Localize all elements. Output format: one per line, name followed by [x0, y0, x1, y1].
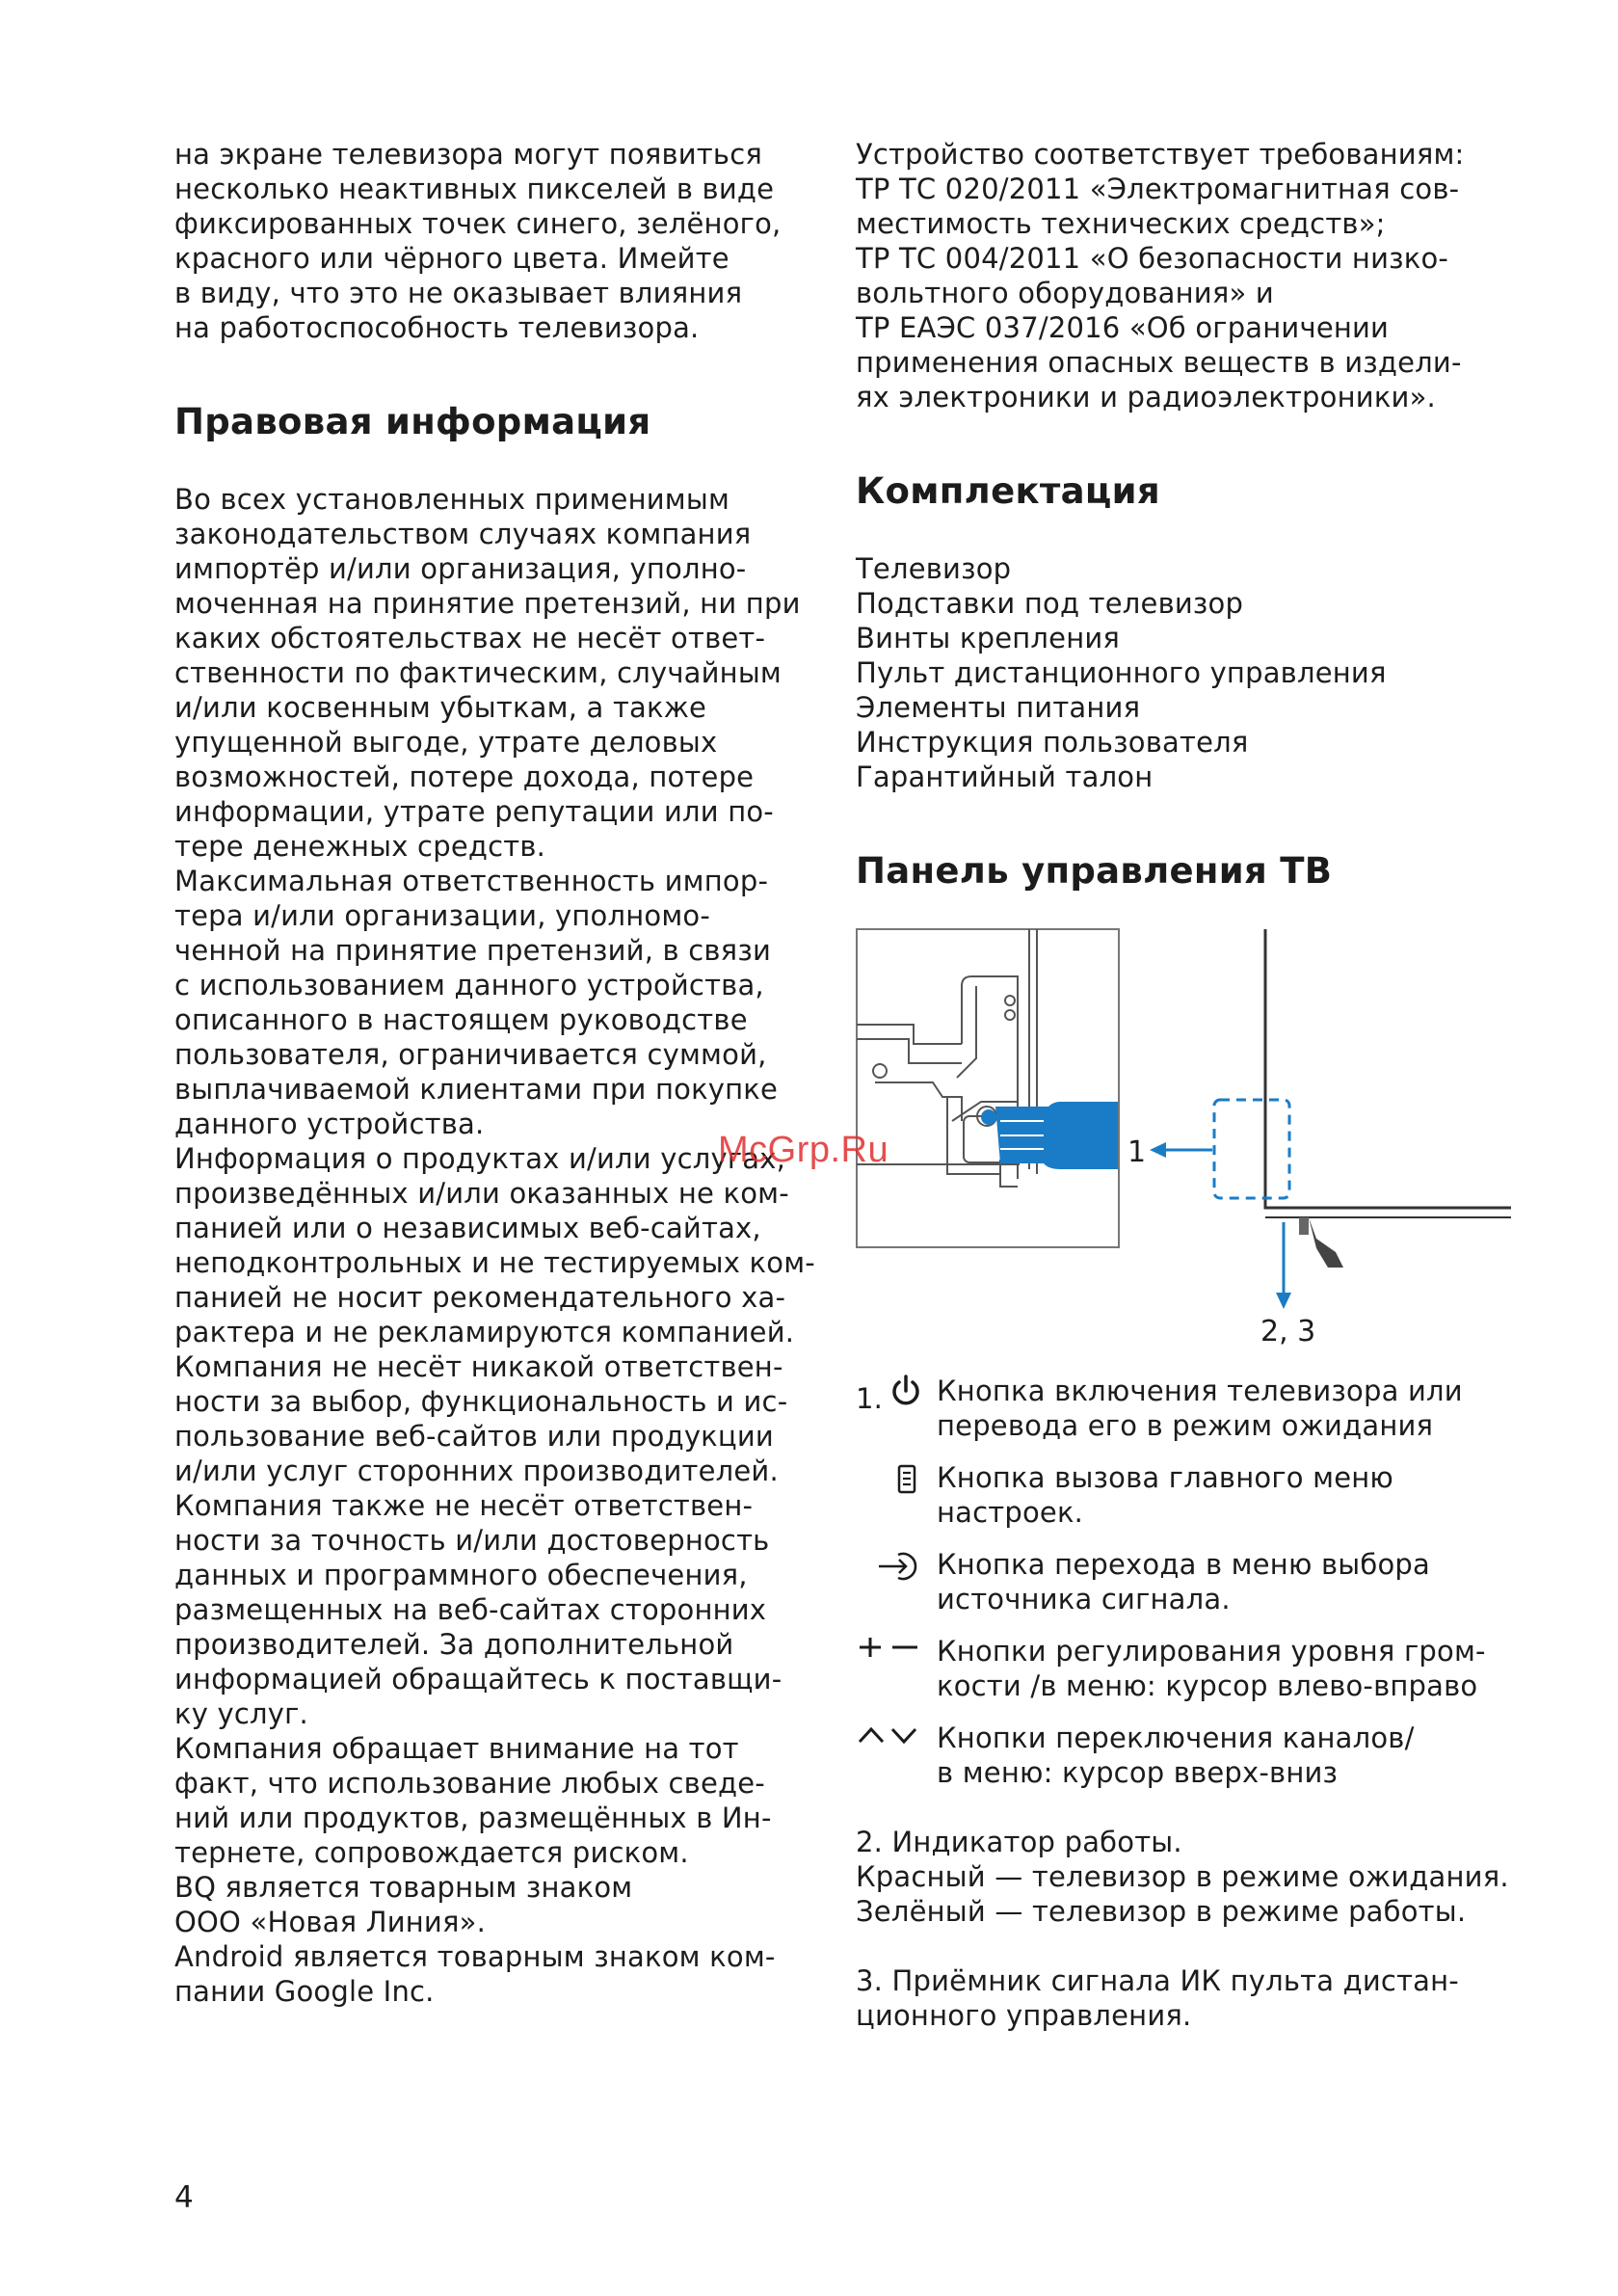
text-line: Устройство соответствует требованиям:	[856, 138, 1465, 171]
text-line: ности за выбор, функциональность и ис-	[174, 1385, 788, 1418]
text-line: ТР ТС 004/2011 «О безопасности низко-	[856, 242, 1449, 275]
text-line: BQ является товарным знаком	[174, 1871, 633, 1904]
left-column	[174, 137, 815, 2009]
text-line: Компания не несёт никакой ответствен-	[174, 1350, 783, 1383]
kit-list	[856, 551, 1530, 794]
text-line: с использованием данного устройства,	[174, 969, 764, 1001]
highlight-box	[1214, 1100, 1289, 1198]
text-line: размещенных на веб-сайтах сторонних	[174, 1593, 767, 1626]
text-line: Компания также не несёт ответствен-	[174, 1489, 754, 1522]
menu-icon	[896, 1464, 919, 1495]
tv-illustration	[856, 928, 1511, 1352]
text-line: описанного в настоящем руководстве	[174, 1003, 748, 1036]
text-line: несколько неактивных пикселей в виде	[174, 173, 775, 205]
kit-heading: Комплектация	[856, 470, 1160, 512]
text-line: 2. Индикатор работы.	[856, 1826, 1182, 1858]
text-line: на работоспособность телевизора.	[174, 311, 700, 344]
volume-buttons-item	[856, 1634, 1530, 1703]
ir-receiver-description	[856, 1963, 1530, 2033]
text-line: импортёр и/или организация, уполно-	[174, 552, 747, 585]
text-line: возможностей, потере дохода, потере	[174, 761, 755, 793]
text-line: 3. Приёмник сигнала ИК пульта дистан-	[856, 1964, 1459, 1997]
power-icon	[889, 1374, 923, 1408]
text-line: фиксированных точек синего, зелёного,	[174, 207, 782, 240]
text-line: источника сигнала.	[937, 1583, 1231, 1615]
text-line: пользователя, ограничивается суммой,	[174, 1038, 767, 1071]
compliance-paragraph	[856, 137, 1530, 414]
text-line: настроек.	[937, 1496, 1084, 1529]
intro-paragraph	[174, 137, 810, 345]
text-line: местимость технических средств»;	[856, 207, 1386, 240]
list-item: Подставки под телевизор	[856, 587, 1244, 620]
list-item: Пульт дистанционного управления	[856, 656, 1387, 689]
indicator-description	[856, 1825, 1530, 1929]
text-line: Кнопка включения телевизора или	[937, 1375, 1463, 1407]
text-line: ях электроники и радиоэлектроники».	[856, 381, 1436, 414]
text-line: пользование веб-сайтов или продукции	[174, 1420, 774, 1453]
text-line: моченная на принятие претензий, ни при	[174, 587, 801, 620]
list-item: Телевизор	[856, 552, 1012, 585]
text-line: в виду, что это не оказывает влияния	[174, 277, 743, 309]
item-number: 1.	[856, 1382, 884, 1415]
right-column	[856, 137, 1530, 893]
list-item: Инструкция пользователя	[856, 726, 1249, 759]
text-line: неподконтрольных и не тестируемых ком-	[174, 1246, 815, 1279]
source-button-item	[856, 1547, 1530, 1616]
text-line: панией не носит рекомендательного ха-	[174, 1281, 786, 1314]
text-line: в меню: курсор вверх-вниз	[937, 1756, 1339, 1789]
list-item: Элементы питания	[856, 691, 1141, 724]
plus-minus-icon	[858, 1638, 921, 1661]
menu-button-item	[856, 1460, 1530, 1530]
legal-heading: Правовая информация	[174, 401, 651, 442]
tv-stand	[1299, 1217, 1343, 1268]
text-line: вольтного оборудования» и	[856, 277, 1274, 309]
source-input-icon	[877, 1549, 923, 1584]
text-line: Компания обращает внимание на тот	[174, 1732, 739, 1765]
text-line: данных и программного обеспечения,	[174, 1559, 748, 1591]
text-line: информацией обращайтесь к поставщи-	[174, 1663, 782, 1695]
callout-23: 2, 3	[1260, 1315, 1316, 1348]
text-line: ственности по фактическим, случайным	[174, 656, 782, 689]
text-line: кости /в меню: курсор влево-вправо	[937, 1669, 1478, 1702]
text-line: каких обстоятельствах не несёт ответ-	[174, 622, 766, 654]
text-line: и/или услуг сторонних производителей.	[174, 1455, 779, 1487]
text-line: ционного управления.	[856, 1999, 1192, 2032]
text-line: ний или продуктов, размещённых в Ин-	[174, 1802, 772, 1834]
text-line: Android является товарным знаком ком-	[174, 1940, 776, 1973]
text-line: красного или чёрного цвета. Имейте	[174, 242, 729, 275]
text-line: Зелёный — телевизор в режиме работы.	[856, 1895, 1467, 1928]
text-line: перевода его в режим ожидания	[937, 1409, 1434, 1442]
tv-side-outline	[1265, 929, 1511, 1217]
watermark: McGrp.Ru	[718, 1130, 889, 1170]
arrow-head-23	[1276, 1293, 1291, 1309]
text-line: данного устройства.	[174, 1108, 485, 1140]
text-line: рактера и не рекламируются компанией.	[174, 1316, 795, 1348]
text-line: производителей. За дополнительной	[174, 1628, 734, 1661]
text-line: законодательством случаях компания	[174, 518, 752, 550]
text-line: Максимальная ответственность импор-	[174, 865, 769, 897]
text-line: тернете, сопровождается риском.	[174, 1836, 689, 1869]
callout-1: 1	[1127, 1135, 1147, 1169]
text-line: ности за точность и/или достоверность	[174, 1524, 770, 1557]
text-line: ченной на принятие претензий, в связи	[174, 934, 771, 967]
text-line: произведённых и/или оказанных не ком-	[174, 1177, 789, 1210]
text-line: тера и/или организации, уполномо-	[174, 899, 711, 932]
text-line: ООО «Новая Линия».	[174, 1906, 486, 1938]
text-line: применения опасных веществ в издели-	[856, 346, 1462, 379]
text-line: факт, что использование любых сведе-	[174, 1767, 765, 1800]
list-item: Гарантийный талон	[856, 761, 1154, 793]
text-line: на экране телевизора могут появиться	[174, 138, 762, 171]
text-line: Кнопки регулирования уровня гром-	[937, 1635, 1486, 1668]
text-line: выплачиваемой клиентами при покупке	[174, 1073, 779, 1106]
list-item: Винты крепления	[856, 622, 1121, 654]
power-button-item	[856, 1374, 1530, 1443]
text-line: тере денежных средств.	[174, 830, 546, 863]
panel-heading: Панель управления ТВ	[856, 850, 1333, 892]
text-line: и/или косвенным убыткам, а также	[174, 691, 707, 724]
channel-buttons-item	[856, 1721, 1530, 1790]
text-line: Кнопка вызова главного меню	[937, 1461, 1394, 1494]
text-line: ку услуг.	[174, 1697, 308, 1730]
control-panel-diagram	[856, 928, 1511, 1352]
page-number: 4	[174, 2180, 194, 2215]
chevron-up-down-icon	[858, 1724, 921, 1748]
pointing-hand	[981, 1102, 1118, 1169]
text-line: Кнопка перехода в меню выбора	[937, 1548, 1430, 1581]
legal-paragraph	[174, 482, 815, 2009]
text-line: ТР ТС 020/2011 «Электромагнитная сов-	[856, 173, 1460, 205]
text-line: ТР ЕАЭС 037/2016 «Об ограничении	[856, 311, 1390, 344]
text-line: панией или о независимых веб-сайтах,	[174, 1212, 761, 1244]
text-line: пании Google Inc.	[174, 1975, 435, 2008]
text-line: Кнопки переключения каналов/	[937, 1722, 1415, 1754]
text-line: Информация о продуктах и/или услугах,	[174, 1142, 786, 1175]
text-line: Во всех установленных применимым	[174, 483, 730, 516]
text-line: Красный — телевизор в режиме ожидания.	[856, 1860, 1509, 1893]
arrow-head-1	[1150, 1142, 1166, 1158]
panel-descriptions	[856, 1374, 1530, 2033]
text-line: упущенной выгоде, утрате деловых	[174, 726, 718, 759]
text-line: информации, утрате репутации или по-	[174, 795, 774, 828]
